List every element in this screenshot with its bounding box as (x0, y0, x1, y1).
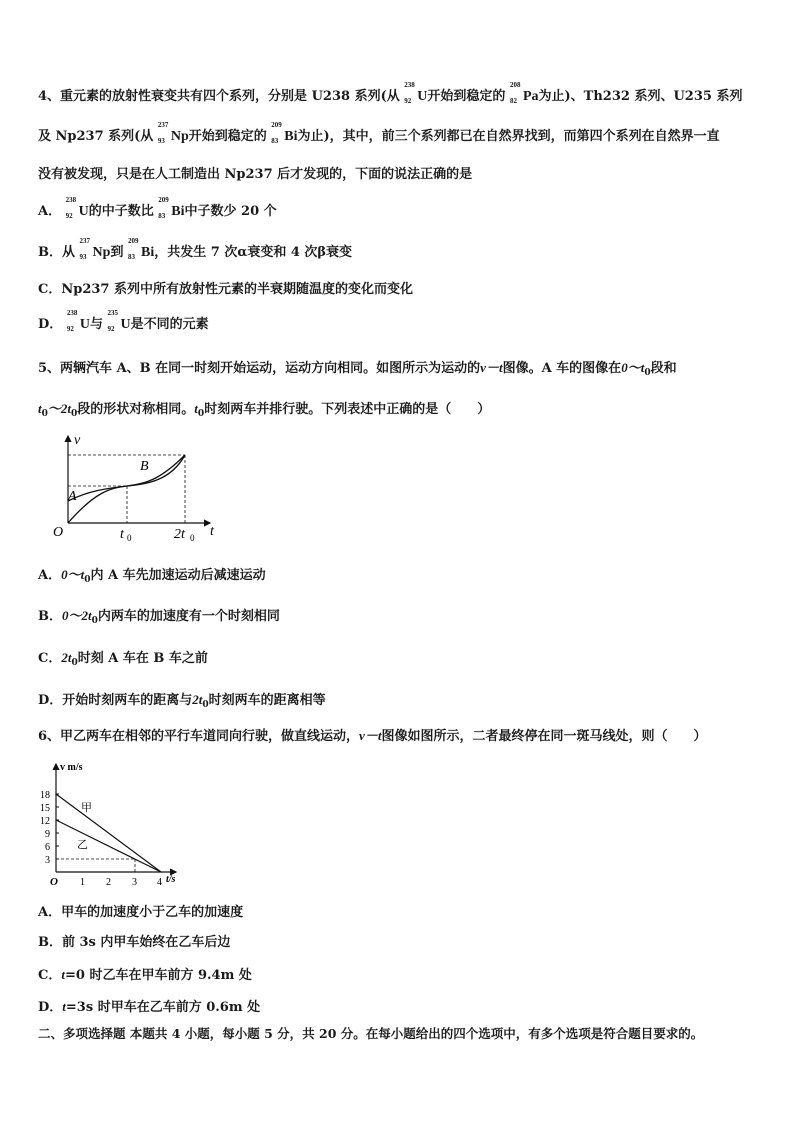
q5-option-c: C．$2t_0$时刻 A 车在 B 车之前 (38, 650, 208, 668)
axis-label-v: v (74, 433, 81, 448)
svg-text:1: 1 (80, 877, 85, 888)
nuclide-u235: 235 92 U (107, 309, 131, 333)
tick-2t0: 2t (174, 527, 185, 542)
q4-option-a: A． 238 92 U的中子数比 209 83 Bi中子数少 20 个 (38, 196, 277, 220)
axis-label-t: t/s (166, 874, 176, 885)
line-jia (56, 794, 161, 872)
label-yi: 乙 (77, 839, 88, 851)
svg-text:6: 6 (45, 842, 50, 853)
origin-label: O (50, 876, 58, 888)
q4-line-2: 及 Np237 系列(从 237 93 Np开始到稳定的 209 83 Bi为止)，其中，前三个系列都已在自然界找到，而第四个系列在自然界一直 (38, 121, 720, 145)
q4-text: 4、重元素的放射性衰变共有四个系列，分别是 U238 系列(从 (38, 89, 400, 104)
q5-line-2: $t_0\sim 2t_0$段的形状对称相同。$t_0$时刻两车并排行驶。下列表述中正确的是（ ） (38, 401, 491, 419)
origin-label: O (53, 525, 64, 540)
nuclide-bi209: 209 83 Bi (271, 121, 298, 145)
q6-option-c: C．t=0 时乙车在甲车前方 9.4m 处 (38, 967, 252, 983)
nuclide-u238: 238 92 U (66, 309, 90, 333)
q5-option-a: A．$0\sim t_0$内 A 车先加速运动后减速运动 (38, 567, 266, 585)
nuclide-u238: 238 92 U (404, 81, 428, 105)
svg-text:0: 0 (127, 533, 132, 543)
svg-text:3: 3 (45, 855, 50, 866)
nuclide-np237: 237 93 Np (79, 237, 111, 261)
label-jia: 甲 (81, 802, 92, 814)
q4-line-1: 4、重元素的放射性衰变共有四个系列，分别是 U238 系列(从 238 92 U开始到稳定的 208 82 Pa为止)、Th232 系列、U235 系列 (38, 81, 743, 105)
label-a: A (68, 489, 77, 504)
q5-option-b: B．$0\sim 2t_0$内两车的加速度有一个时刻相同 (38, 608, 280, 626)
q6-option-a: A．甲车的加速度小于乙车的加速度 (38, 905, 244, 920)
q4-option-d: D． 238 92 U与 235 92 U是不同的元素 (38, 309, 209, 333)
q5-vt-graph (50, 430, 230, 545)
line-yi (56, 820, 161, 872)
svg-text:3: 3 (132, 877, 137, 888)
nuclide-bi209: 209 83 Bi (158, 196, 185, 220)
svg-text:2: 2 (106, 877, 111, 888)
nuclide-pa208: 208 82 Pa (509, 81, 539, 105)
label-b: B (140, 459, 149, 474)
q4-option-c: C．Np237 系列中所有放射性元素的半衰期随温度的变化而变化 (38, 282, 413, 297)
q5-line-1: 5、两辆汽车 A、B 在同一时刻开始运动，运动方向相同。如图所示为运动的v－t图像。A 车的图像在$0\sim t_0$段和 (38, 360, 677, 378)
curve-b (68, 455, 185, 501)
nuclide-bi209: 209 83 Bi (127, 237, 155, 261)
axis-label-t: t (210, 524, 214, 539)
svg-text:4: 4 (157, 877, 162, 888)
q6-vt-graph (36, 758, 186, 888)
q4-line-3: 没有被发现，只是在人工制造出 Np237 后才发现的，下面的说法正确的是 (38, 167, 473, 182)
q5-option-d: D．开始时刻两车的距离与$2t_0$时刻两车的距离相等 (38, 692, 326, 710)
q6-option-b: B．前 3s 内甲车始终在乙车后边 (38, 935, 231, 950)
svg-text:9: 9 (45, 829, 50, 840)
section-2-heading: 二、多项选择题 本题共 4 小题，每小题 5 分，共 20 分。在每小题给出的四个选项中，有多个选项是符合题目要求的。 (38, 1026, 704, 1041)
curve-a (68, 455, 185, 523)
svg-text:0: 0 (190, 533, 195, 543)
q4-option-b: B．从 237 93 Np到 209 83 Bi，共发生 7 次α衰变和 4 次β衰变 (38, 237, 353, 261)
svg-text:15: 15 (40, 803, 50, 814)
tick-t0: t (120, 527, 124, 542)
svg-text:18: 18 (40, 790, 50, 801)
q6-option-d: D．t=3s 时甲车在乙车前方 0.6m 处 (38, 999, 261, 1015)
nuclide-np237: 237 93 Np (157, 121, 189, 145)
axis-label-v: v m/s (60, 762, 83, 773)
q6-stem: 6、甲乙两车在相邻的平行车道同向行驶，做直线运动，v－t图像如图所示，二者最终停在同一斑马线处，则（ ） (38, 728, 707, 744)
svg-text:12: 12 (40, 816, 50, 827)
nuclide-u238: 238 92 U (65, 196, 89, 220)
